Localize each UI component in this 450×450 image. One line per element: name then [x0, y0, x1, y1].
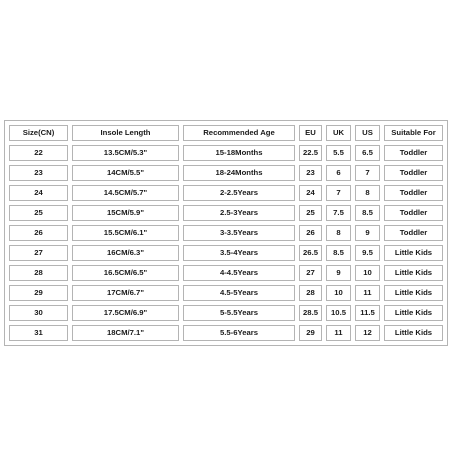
cell-us: 8.5	[355, 205, 380, 221]
cell-recommended-age: 5.5-6Years	[183, 325, 295, 341]
cell-insole-length: 18CM/7.1"	[72, 325, 179, 341]
cell-insole-length: 15CM/5.9"	[72, 205, 179, 221]
table-row	[9, 265, 443, 281]
table-row	[9, 145, 443, 161]
header-insole-length: Insole Length	[72, 125, 179, 141]
header-eu: EU	[299, 125, 322, 141]
header-recommended-age: Recommended Age	[183, 125, 295, 141]
cell-eu: 26.5	[299, 245, 322, 261]
cell-suitable-for: Toddler	[384, 145, 443, 161]
cell-us: 12	[355, 325, 380, 341]
cell-suitable-for: Little Kids	[384, 325, 443, 341]
cell-insole-length: 14.5CM/5.7"	[72, 185, 179, 201]
cell-eu: 27	[299, 265, 322, 281]
cell-us: 8	[355, 185, 380, 201]
cell-uk: 10	[326, 285, 351, 301]
cell-recommended-age: 15-18Months	[183, 145, 295, 161]
cell-us: 11.5	[355, 305, 380, 321]
cell-size-cn: 26	[9, 225, 68, 241]
table-row	[9, 205, 443, 221]
table-row	[9, 305, 443, 321]
cell-eu: 26	[299, 225, 322, 241]
cell-us: 7	[355, 165, 380, 181]
cell-recommended-age: 3-3.5Years	[183, 225, 295, 241]
cell-uk: 7.5	[326, 205, 351, 221]
cell-recommended-age: 18-24Months	[183, 165, 295, 181]
cell-eu: 29	[299, 325, 322, 341]
cell-suitable-for: Little Kids	[384, 265, 443, 281]
cell-us: 6.5	[355, 145, 380, 161]
cell-size-cn: 23	[9, 165, 68, 181]
cell-uk: 8.5	[326, 245, 351, 261]
cell-size-cn: 30	[9, 305, 68, 321]
size-chart-body	[9, 145, 443, 341]
cell-insole-length: 16.5CM/6.5"	[72, 265, 179, 281]
cell-recommended-age: 4-4.5Years	[183, 265, 295, 281]
table-row	[9, 245, 443, 261]
cell-size-cn: 24	[9, 185, 68, 201]
cell-recommended-age: 2.5-3Years	[183, 205, 295, 221]
table-row	[9, 325, 443, 341]
header-uk: UK	[326, 125, 351, 141]
cell-suitable-for: Toddler	[384, 185, 443, 201]
cell-insole-length: 15.5CM/6.1"	[72, 225, 179, 241]
cell-uk: 10.5	[326, 305, 351, 321]
header-row	[9, 125, 443, 141]
cell-size-cn: 22	[9, 145, 68, 161]
cell-eu: 25	[299, 205, 322, 221]
cell-uk: 8	[326, 225, 351, 241]
cell-suitable-for: Toddler	[384, 225, 443, 241]
cell-size-cn: 28	[9, 265, 68, 281]
cell-us: 10	[355, 265, 380, 281]
cell-size-cn: 31	[9, 325, 68, 341]
cell-eu: 23	[299, 165, 322, 181]
cell-insole-length: 13.5CM/5.3"	[72, 145, 179, 161]
cell-recommended-age: 4.5-5Years	[183, 285, 295, 301]
cell-uk: 5.5	[326, 145, 351, 161]
table-row	[9, 165, 443, 181]
cell-size-cn: 27	[9, 245, 68, 261]
size-chart-header	[9, 125, 443, 141]
cell-uk: 7	[326, 185, 351, 201]
table-row	[9, 185, 443, 201]
cell-suitable-for: Little Kids	[384, 285, 443, 301]
cell-eu: 28.5	[299, 305, 322, 321]
cell-uk: 6	[326, 165, 351, 181]
cell-eu: 22.5	[299, 145, 322, 161]
cell-recommended-age: 5-5.5Years	[183, 305, 295, 321]
cell-insole-length: 14CM/5.5"	[72, 165, 179, 181]
cell-recommended-age: 3.5-4Years	[183, 245, 295, 261]
header-us: US	[355, 125, 380, 141]
table-row	[9, 285, 443, 301]
cell-us: 9.5	[355, 245, 380, 261]
cell-size-cn: 25	[9, 205, 68, 221]
cell-uk: 11	[326, 325, 351, 341]
cell-suitable-for: Little Kids	[384, 245, 443, 261]
cell-size-cn: 29	[9, 285, 68, 301]
cell-suitable-for: Little Kids	[384, 305, 443, 321]
table-row	[9, 225, 443, 241]
cell-suitable-for: Toddler	[384, 205, 443, 221]
header-suitable-for: Suitable For	[384, 125, 443, 141]
cell-suitable-for: Toddler	[384, 165, 443, 181]
cell-eu: 28	[299, 285, 322, 301]
cell-eu: 24	[299, 185, 322, 201]
cell-insole-length: 16CM/6.3"	[72, 245, 179, 261]
size-chart-table	[4, 120, 448, 346]
cell-insole-length: 17CM/6.7"	[72, 285, 179, 301]
cell-insole-length: 17.5CM/6.9"	[72, 305, 179, 321]
cell-recommended-age: 2-2.5Years	[183, 185, 295, 201]
cell-uk: 9	[326, 265, 351, 281]
cell-us: 9	[355, 225, 380, 241]
header-size-cn: Size(CN)	[9, 125, 68, 141]
cell-us: 11	[355, 285, 380, 301]
